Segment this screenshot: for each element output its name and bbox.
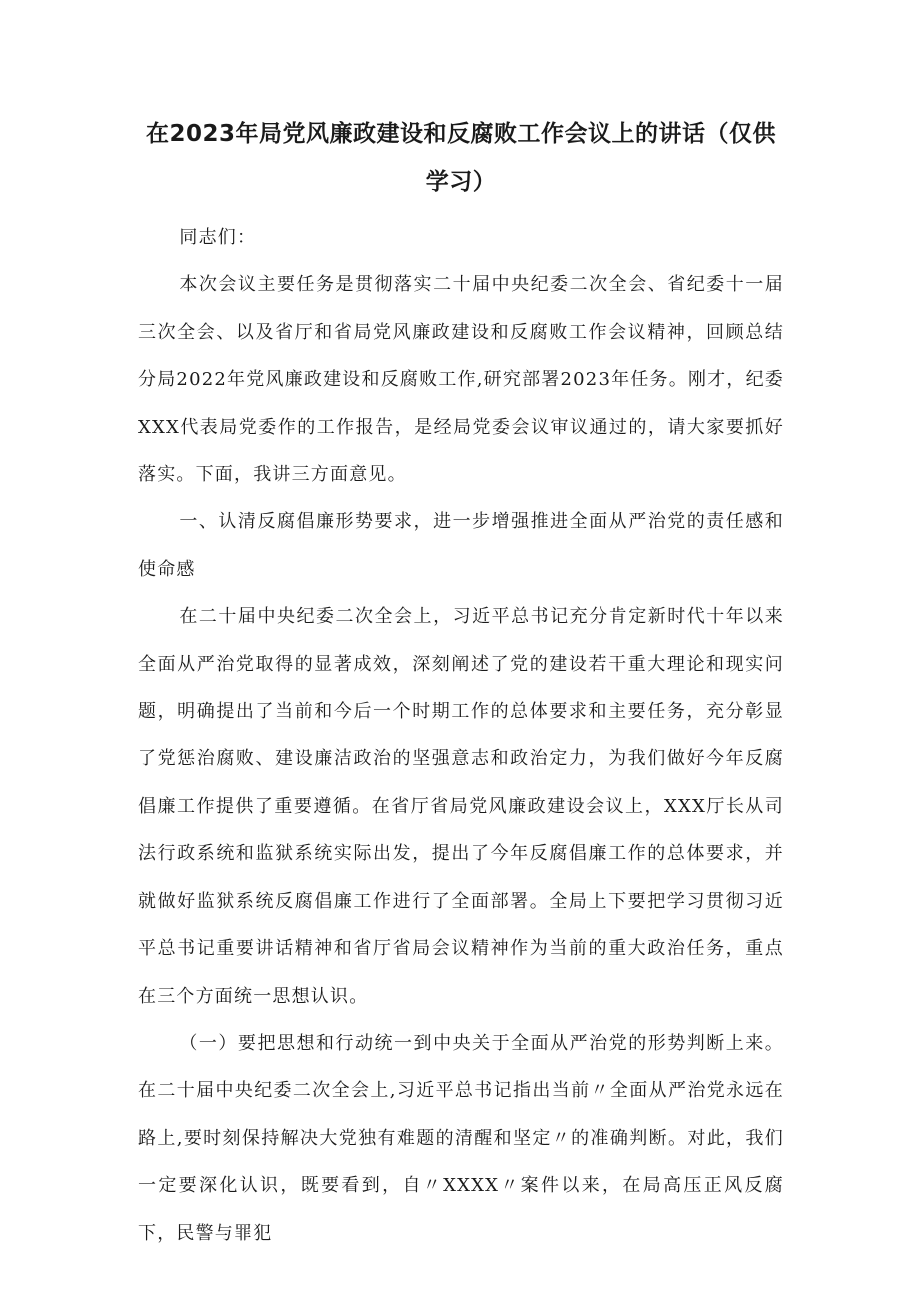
paragraph-intro: 本次会议主要任务是贯彻落实二十届中央纪委二次全会、省纪委十一届三次全会、以及省厅和省局党风廉政建设和反腐败工作会议精神，回顾总结分局2022年党风廉政建设和反腐败工作,研究部署2023年任务。刚才，纪委XXX代表局党委作的工作报告，是经局党委会议审议通过的，请大家要抓好落实。下面，我讲三方面意见。 [138,274,784,486]
document-page [138,110,784,1257]
document-title: 在2023年局党风廉政建设和反腐败工作会议上的讲话（仅供学习） [145,121,776,195]
paragraph-section-1: 在二十届中央纪委二次全会上，习近平总书记充分肯定新时代十年以来全面从严治党取得的显著成效，深刻阐述了党的建设若干重大理论和现实问题，明确提出了当前和今后一个时期工作的总体要求和主要任务，充分彰显了党惩治腐败、建设廉洁政治的坚强意志和政治定力，为我们做好今年反腐倡廉工作提供了重要遵循。在省厅省局党风廉政建设会议上，XXX厅长从司法行政系统和监狱系统实际出发，提出了今年反腐倡廉工作的总体要求，并就做好监狱系统反腐倡廉工作进行了全面部署。全局上下要把学习贯彻习近平总书记重要讲话精神和省厅省局会议精神作为当前的重大政治任务，重点在三个方面统一思想认识。 [138,606,784,1007]
salutation: 同志们： [179,227,257,248]
subsection-1: （一）要把思想和行动统一到中央关于全面从严治党的形势判断上来。在二十届中央纪委二次全会上,习近平总书记指出当前〃全面从严治党永远在路上,要时刻保持解决大党独有难题的清醒和坚定〃的准确判断。对此，我们一定要深化认识，既要看到，自〃XXXX〃案件以来，在局高压正风反腐下，民警与罪犯 [138,1032,784,1244]
section-heading-1: 一、认清反腐倡廉形势要求，进一步增强推进全面从严治党的责任感和使命感 [138,511,784,580]
